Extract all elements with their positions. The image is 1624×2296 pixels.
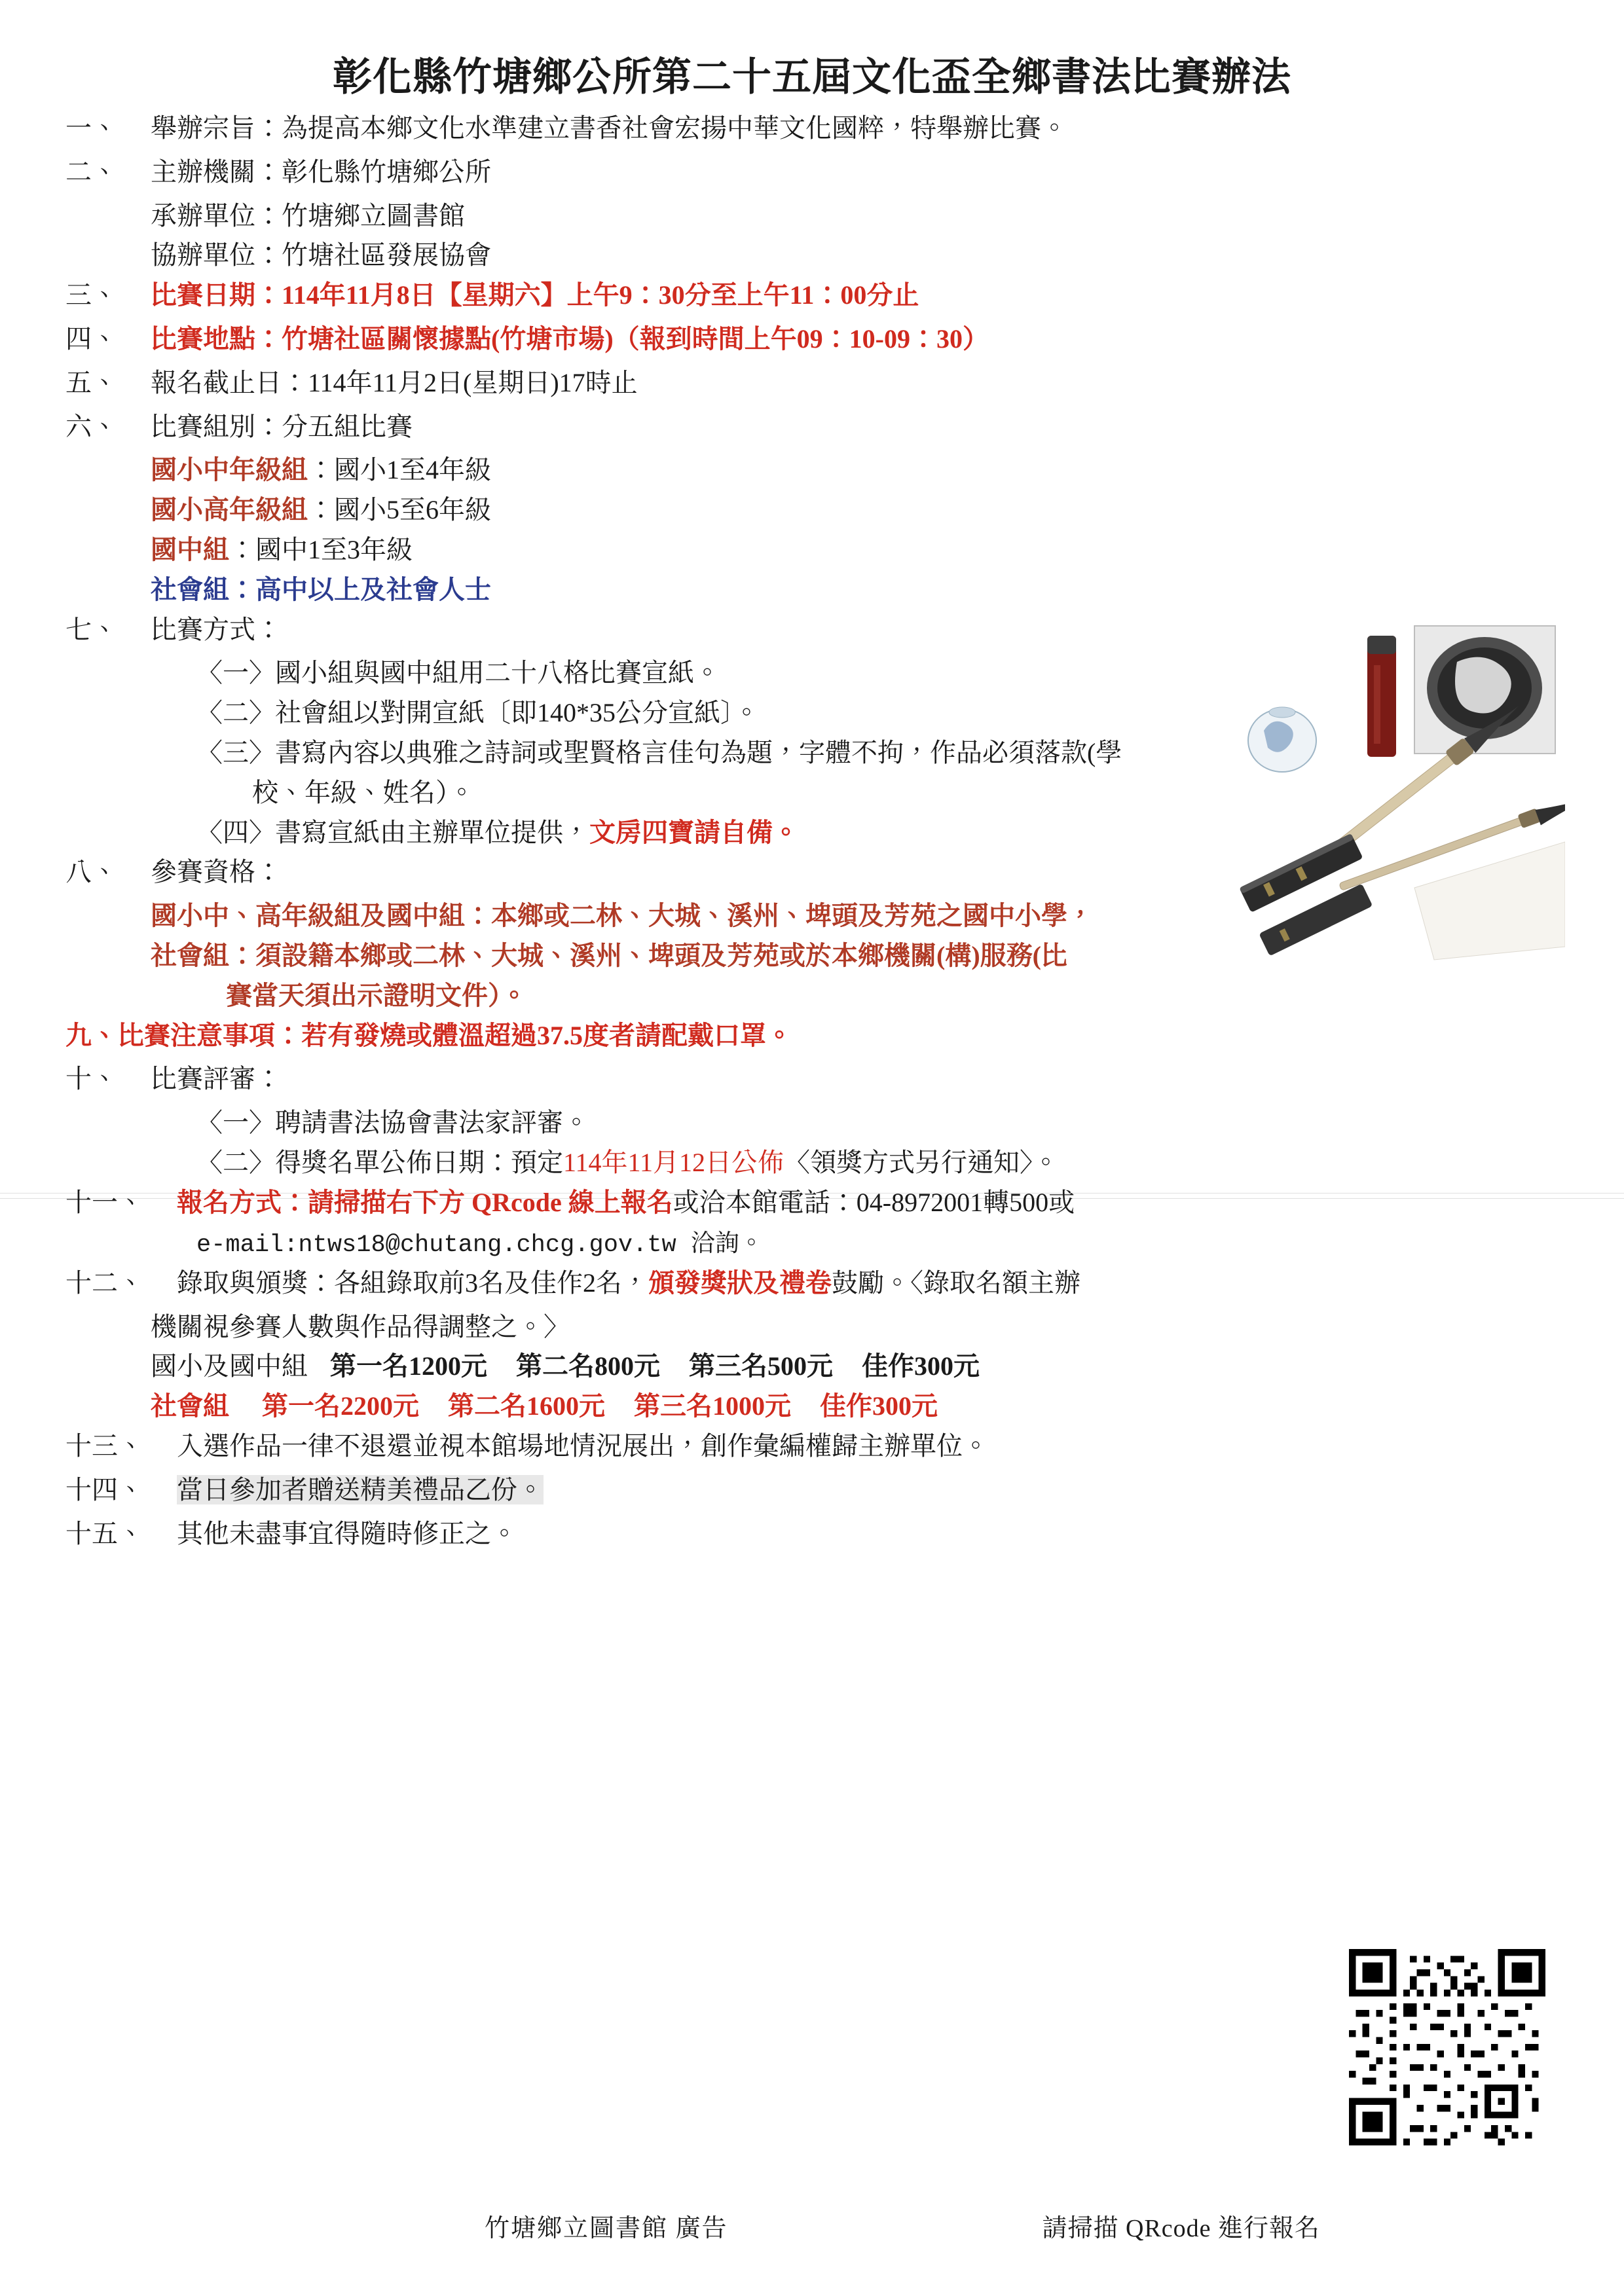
notice-text: 九、比賽注意事項：若有發燒或體溫超過37.5度者請配戴口罩。 — [65, 1020, 792, 1050]
group-name: 國小高年級組 — [151, 495, 308, 525]
signup-qrcode[interactable] — [1349, 1949, 1545, 2145]
item-exhibit — [65, 1427, 1565, 1467]
awards-text: 各組錄取前3名及佳作2名， — [334, 1267, 648, 1298]
group-name: 社會組 — [151, 574, 229, 604]
group-desc: ：國小5至6年級 — [308, 495, 491, 525]
awards-label: 錄取與頒獎： — [177, 1267, 334, 1298]
group-item — [151, 450, 1565, 490]
prize-first: 第一名1200元 — [330, 1351, 487, 1381]
venue-value: 竹塘社區關懷據點(竹塘市場)（報到時間上午09：10-09：30） — [282, 323, 989, 354]
item-number: 三、 — [65, 280, 118, 310]
item-text: 比賽評審： — [151, 1064, 282, 1094]
awards-line-cont: 機關視參賽人數與作品得調整之。〉 — [151, 1311, 570, 1341]
method-line-cont: 校、年級、姓名）。 — [252, 777, 475, 807]
purpose-label: 舉辦宗旨： — [151, 113, 282, 143]
groups-value: 分五組比賽 — [282, 411, 413, 441]
signup-email: e-mail:ntws18@chutang.chcg.gov.tw 洽詢。 — [196, 1231, 764, 1259]
eligibility-value: 須設籍本鄉或二林、大城、溪州、埤頭及芳苑或於本鄉機關(構)服務(比 — [255, 940, 1067, 970]
exec-label: 承辦單位： — [151, 200, 282, 230]
venue-label: 比賽地點： — [151, 323, 282, 354]
judging-line: 〈一〉聘請書法協會書法家評審。 — [196, 1108, 589, 1138]
item-number: 六、 — [65, 411, 118, 441]
signup-label: 報名方式： — [177, 1187, 308, 1217]
item-text — [151, 109, 1565, 149]
item-awards — [65, 1264, 1565, 1303]
group-item — [151, 490, 1565, 530]
item-number: 一、 — [65, 113, 118, 143]
item-gift — [65, 1470, 1565, 1510]
item-text: 參賽資格： — [151, 857, 282, 887]
judging-text: 〈二〉得獎名單公佈日期：預定 — [196, 1147, 563, 1177]
method-line: 〈三〉書寫內容以典雅之詩詞或聖賢格言佳句為題，字體不拘，作品必須落款(學 — [196, 737, 1122, 767]
coorg-label: 協辦單位： — [151, 240, 282, 270]
item-text — [151, 153, 1565, 192]
awards-emphasis: 頒發獎狀及禮卷 — [648, 1267, 832, 1298]
item-groups — [65, 407, 1565, 447]
date-value: 114年11月8日【星期六】上午9：30分至上午11：00分止 — [282, 280, 919, 310]
item-number: 七、 — [65, 614, 118, 644]
item-number: 八、 — [65, 857, 118, 887]
date-label: 比賽日期： — [151, 280, 282, 310]
item-text: 入選作品一律不退還並視本館場地情況展出，創作彙編權歸主辦單位。 — [177, 1430, 989, 1461]
group-name: 國中組 — [151, 534, 229, 564]
prize-honorable: 佳作300元 — [820, 1391, 938, 1421]
prize-group-label: 國小及國中組 — [151, 1351, 308, 1381]
page-footer — [0, 2208, 1624, 2244]
method-line-text: 〈四〉書寫宣紙由主辦單位提供， — [196, 817, 589, 847]
item-venue — [65, 319, 1565, 359]
item-text — [151, 363, 1565, 403]
prize-first: 第一名2200元 — [262, 1391, 419, 1421]
prize-second: 第二名800元 — [516, 1351, 660, 1381]
item-text — [177, 1183, 1565, 1223]
deadline-value: 114年11月2日(星期日)17時止 — [308, 367, 638, 397]
group-name: 國小中年級組 — [151, 455, 308, 485]
item-judging — [65, 1059, 1565, 1099]
item-number: 十三、 — [65, 1430, 144, 1461]
page-title: 彰化縣竹塘鄉公所第二十五屆文化盃全鄉書法比賽辦法 — [333, 56, 1291, 99]
group-desc: ：高中以上及社會人士 — [229, 574, 491, 604]
judging-note: 〈領獎方式另行通知〉。 — [784, 1147, 1060, 1177]
item-number: 十五、 — [65, 1518, 144, 1548]
item-text: 其他未盡事宜得隨時修正之。 — [177, 1518, 517, 1548]
coorganizer-line — [151, 236, 1565, 276]
eligibility-line-cont: 賽當天須出示證明文件）。 — [226, 980, 527, 1010]
item-number: 十一、 — [65, 1187, 144, 1217]
prize-row-student — [151, 1347, 1565, 1387]
item-signup — [65, 1183, 1565, 1223]
item-text — [151, 276, 1565, 316]
group-item — [151, 530, 1565, 570]
coorg-value: 竹塘社區發展協會 — [282, 240, 491, 270]
item-number: 二、 — [65, 156, 118, 187]
purpose-text: 為提高本鄉文化水準建立書香社會宏揚中華文化國粹，特舉辦比賽。 — [282, 113, 1067, 143]
judging-date: 114年11月12日公佈 — [563, 1147, 784, 1177]
item-number: 五、 — [65, 367, 118, 397]
judging-line — [196, 1143, 1565, 1183]
group-item — [151, 570, 1565, 610]
item-purpose — [65, 109, 1565, 149]
document-body — [65, 109, 1565, 1554]
exec-value: 竹塘鄉立圖書館 — [282, 200, 465, 230]
signup-qr-note: 請掃描右下方 QRcode 線上報名 — [308, 1187, 673, 1217]
prize-second: 第二名1600元 — [448, 1391, 605, 1421]
host-label: 主辦機關： — [151, 156, 282, 187]
item-notice — [65, 1016, 1565, 1056]
item-organizer — [65, 153, 1565, 192]
group-desc: ：國中1至3年級 — [229, 534, 413, 564]
exec-organizer-line — [151, 196, 1565, 236]
item-number: 十四、 — [65, 1474, 144, 1504]
group-desc: ：國小1至4年級 — [308, 455, 491, 485]
prize-third: 第三名1000元 — [634, 1391, 791, 1421]
item-date — [65, 276, 1565, 316]
item-number: 四、 — [65, 323, 118, 354]
item-text — [177, 1470, 1565, 1510]
groups-label: 比賽組別： — [151, 411, 282, 441]
awards-text-2: 鼓勵。〈錄取名額主辦 — [832, 1267, 1080, 1298]
item-text — [151, 319, 1565, 359]
item-text — [151, 407, 1565, 447]
signup-phone: 或洽本館電話：04-8972001轉500或 — [673, 1187, 1075, 1217]
footer-right-text: 請掃描 QRcode 進行報名 — [1042, 2215, 1321, 2242]
prize-group-label: 社會組 — [151, 1391, 229, 1421]
method-line: 〈二〉社會組以對開宣紙〔即140*35公分宣紙〕。 — [196, 698, 760, 728]
eligibility-label: 國小中、高年級組及國中組： — [151, 901, 491, 931]
calligraphy-tools-photo — [1198, 606, 1565, 973]
item-other — [65, 1514, 1565, 1554]
gift-text: 當日參加者贈送精美禮品乙份。 — [177, 1474, 544, 1504]
item-text — [177, 1264, 1565, 1303]
item-number: 十、 — [65, 1064, 118, 1094]
item-number: 十二、 — [65, 1267, 144, 1298]
prize-third: 第三名500元 — [689, 1351, 833, 1381]
footer-left-text: 竹塘鄉立圖書館 廣告 — [485, 2215, 728, 2242]
prize-row-adult — [151, 1387, 1565, 1427]
host-value: 彰化縣竹塘鄉公所 — [282, 156, 491, 187]
item-text: 比賽方式： — [151, 614, 282, 644]
eligibility-value: 本鄉或二林、大城、溪州、埤頭及芳苑之國中小學， — [491, 901, 1094, 931]
method-line-emphasis: 文房四寶請自備。 — [589, 817, 799, 847]
eligibility-label: 社會組： — [151, 940, 255, 970]
method-line: 〈一〉國小組與國中組用二十八格比賽宣紙。 — [196, 658, 720, 688]
deadline-label: 報名截止日： — [151, 367, 308, 397]
item-deadline — [65, 363, 1565, 403]
prize-honorable: 佳作300元 — [862, 1351, 980, 1381]
